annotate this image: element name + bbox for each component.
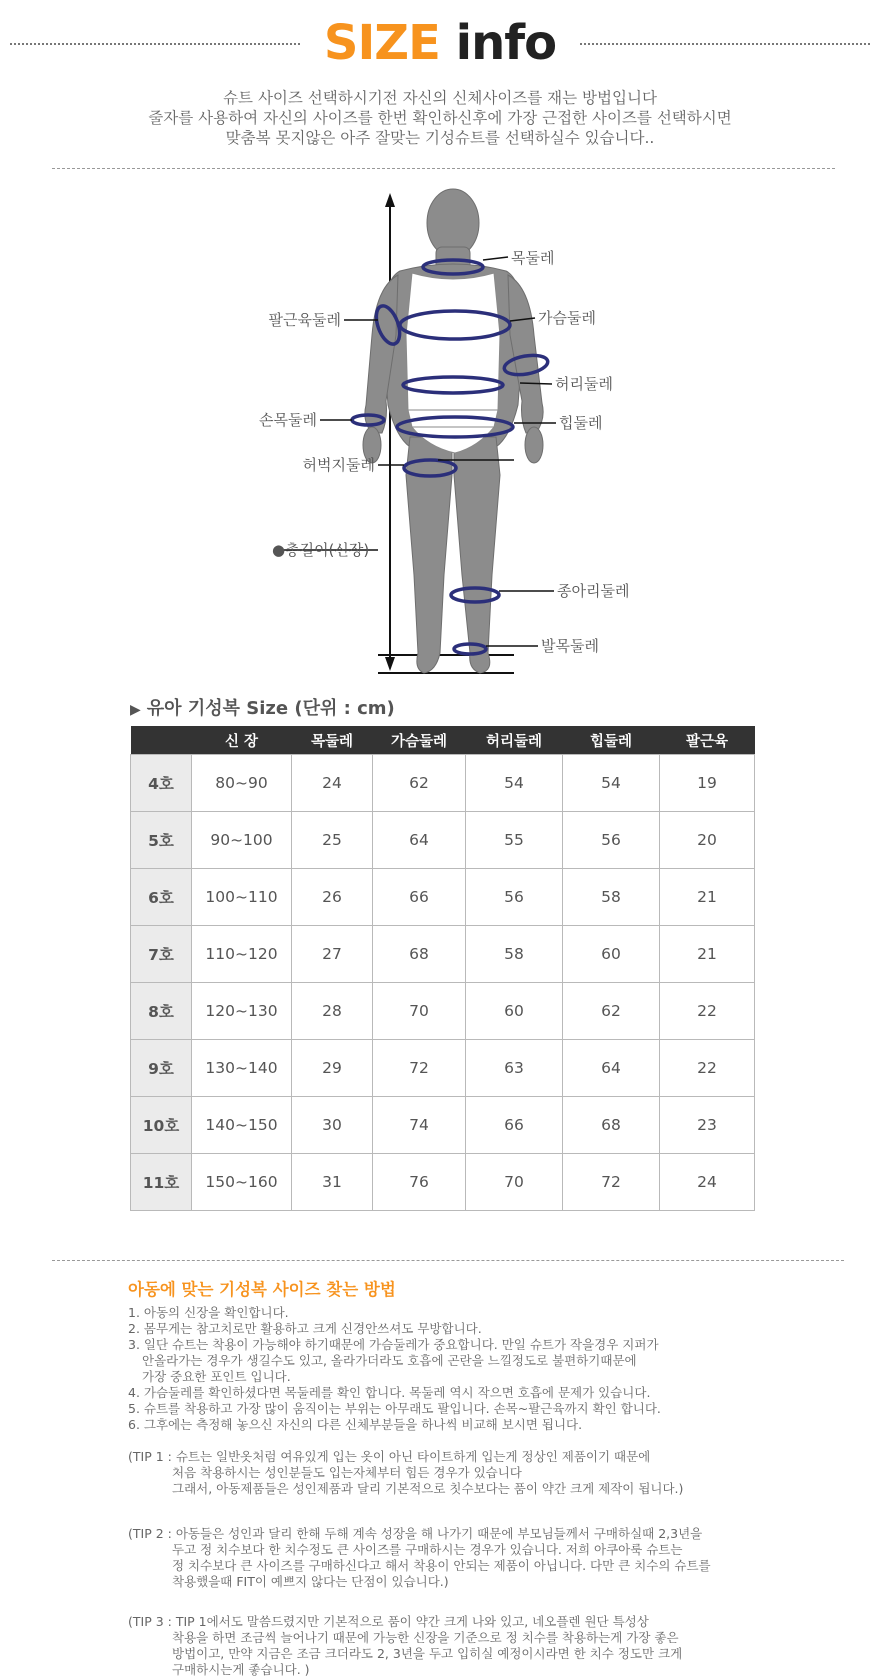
table-row [131, 983, 755, 1040]
guide-item-cont: 가장 중요한 포인트 입니다. [142, 1369, 291, 1384]
header-cell: 팔근육 [660, 726, 755, 755]
table-row [131, 812, 755, 869]
label-neck: 목둘레 [511, 249, 555, 267]
title-info: info [455, 15, 557, 71]
table-caption-text: 유아 기성복 Size (단위 : cm) [146, 698, 395, 719]
table-row [131, 869, 755, 926]
tip-line: (TIP 3 : TIP 1에서도 말씀드렸지만 기본적으로 품이 약간 크게 나와 있고, 네오플렌 원단 특성상 [128, 1614, 649, 1629]
guide-item-cont: 안올라가는 경우가 생길수도 있고, 올라가더라도 호흡에 곤란을 느낄정도로 불편하기때문에 [142, 1353, 637, 1368]
size-label: 4호 [131, 755, 192, 812]
intro-line: 맞춤복 못지않은 아주 잘맞는 기성슈트를 선택하실수 있습니다.. [225, 129, 655, 147]
tip-line: 정 치수보다 큰 사이즈를 구매하신다고 해서 착용이 안되는 제품이 아닙니다. 다만 큰 치수의 슈트를 [172, 1558, 711, 1573]
tip-line: (TIP 1 : 슈트는 일반옷처럼 여유있게 입는 옷이 아닌 타이트하게 입는게 정상인 제품이기 때문에 [128, 1449, 651, 1464]
cell-hip: 72 [563, 1154, 660, 1211]
label-chest: 가슴둘레 [538, 309, 596, 327]
header-cell: 신 장 [192, 726, 292, 755]
divider-top [52, 168, 835, 169]
cell-chest: 74 [373, 1097, 466, 1154]
cell-waist: 70 [466, 1154, 563, 1211]
guide-item: 4. 가슴둘레를 확인하셨다면 목둘레를 확인 합니다. 목둘레 역시 작으면 호흡에 문제가 있습니다. [128, 1385, 651, 1400]
cell-neck: 28 [292, 983, 373, 1040]
table-caption [130, 694, 395, 720]
table-row [131, 1040, 755, 1097]
label-thigh: 허벅지둘레 [302, 456, 375, 474]
size-label: 10호 [131, 1097, 192, 1154]
intro-line: 줄자를 사용하여 자신의 사이즈를 한번 확인하신후에 가장 근접한 사이즈를 선택하시면 [148, 109, 732, 127]
cell-chest: 62 [373, 755, 466, 812]
garment [406, 273, 500, 453]
triangle-right-icon: ▶ [130, 702, 141, 718]
intro-line: 슈트 사이즈 선택하시기전 자신의 신체사이즈를 재는 방법입니다 [223, 89, 657, 107]
table-row [131, 755, 755, 812]
cell-waist: 58 [466, 926, 563, 983]
cell-height: 100~110 [192, 869, 292, 926]
tip-line: 그래서, 아동제품들은 성인제품과 달리 기본적으로 칫수보다는 품이 약간 크게 제작이 됩니다.) [172, 1481, 684, 1496]
cell-waist: 63 [466, 1040, 563, 1097]
cell-height: 150~160 [192, 1154, 292, 1211]
cell-height: 90~100 [192, 812, 292, 869]
cell-chest: 64 [373, 812, 466, 869]
cell-hip: 54 [563, 755, 660, 812]
size-label: 11호 [131, 1154, 192, 1211]
cell-hip: 58 [563, 869, 660, 926]
cell-arm: 22 [660, 983, 755, 1040]
tip-3 [128, 1614, 868, 1678]
cell-chest: 70 [373, 983, 466, 1040]
table-header-row [131, 726, 755, 755]
cell-chest: 72 [373, 1040, 466, 1097]
cell-waist: 54 [466, 755, 563, 812]
cell-arm: 20 [660, 812, 755, 869]
cell-arm: 23 [660, 1097, 755, 1154]
cell-hip: 60 [563, 926, 660, 983]
tip-line: 착용했을때 FIT이 예쁘지 않다는 단점이 있습니다.) [172, 1574, 449, 1589]
cell-hip: 62 [563, 983, 660, 1040]
tip-2 [128, 1526, 868, 1590]
cell-arm: 19 [660, 755, 755, 812]
title-size: SIZE [323, 15, 440, 71]
size-label: 9호 [131, 1040, 192, 1097]
label-hip: 힙둘레 [559, 414, 603, 432]
tip-line: 구매하시는게 좋습니다. ) [172, 1662, 310, 1677]
cell-neck: 29 [292, 1040, 373, 1097]
cell-neck: 26 [292, 869, 373, 926]
header-cell: 힙둘레 [563, 726, 660, 755]
tip-line: (TIP 2 : 아동들은 성인과 달리 한해 두해 계속 성장을 해 나가기 때문에 부모님들께서 구매하실때 2,3년을 [128, 1526, 703, 1541]
cell-arm: 22 [660, 1040, 755, 1097]
size-table [130, 726, 755, 1211]
tip-line: 두고 정 치수보다 한 치수정도 큰 사이즈를 구매하시는 경우가 있습니다. 저희 아쿠아룩 슈트는 [172, 1542, 683, 1557]
cell-waist: 56 [466, 869, 563, 926]
label-ankle: 발목둘레 [541, 637, 599, 655]
intro-text [0, 88, 880, 148]
tip-1 [128, 1449, 868, 1497]
cell-neck: 30 [292, 1097, 373, 1154]
guide-item: 1. 아동의 신장을 확인합니다. [128, 1305, 289, 1320]
size-label: 7호 [131, 926, 192, 983]
header-cell: 가슴둘레 [373, 726, 466, 755]
label-bicep: 팔근육둘레 [268, 311, 341, 329]
cell-arm: 21 [660, 869, 755, 926]
body-measurement-figure [0, 175, 880, 695]
tip-line: 처음 착용하시는 성인분들도 입는자체부터 힘든 경우가 있습니다 [172, 1465, 522, 1480]
cell-height: 140~150 [192, 1097, 292, 1154]
size-label: 8호 [131, 983, 192, 1040]
cell-hip: 56 [563, 812, 660, 869]
header-cell [131, 726, 192, 755]
cell-height: 110~120 [192, 926, 292, 983]
cell-neck: 27 [292, 926, 373, 983]
cell-height: 80~90 [192, 755, 292, 812]
cell-neck: 25 [292, 812, 373, 869]
guide-item: 6. 그후에는 측정해 놓으신 자신의 다른 신체부분들을 하나씩 비교해 보시면 됩니다. [128, 1417, 583, 1432]
table-row [131, 1097, 755, 1154]
cell-height: 130~140 [192, 1040, 292, 1097]
cell-waist: 66 [466, 1097, 563, 1154]
guide-item: 5. 슈트를 착용하고 가장 많이 움직이는 부위는 아무래도 팔입니다. 손목~팔근육까지 확인 합니다. [128, 1401, 661, 1416]
label-waist: 허리둘레 [555, 375, 613, 393]
cell-hip: 64 [563, 1040, 660, 1097]
cell-arm: 24 [660, 1154, 755, 1211]
cell-chest: 68 [373, 926, 466, 983]
label-height: ●총길이(신장) [272, 541, 370, 559]
divider-bottom [52, 1260, 844, 1261]
size-label: 5호 [131, 812, 192, 869]
cell-neck: 31 [292, 1154, 373, 1211]
tip-line: 착용을 하면 조금씩 늘어나기 때문에 가능한 신장을 기준으로 정 치수를 착용하는게 가장 좋은 [172, 1630, 679, 1645]
label-wrist: 손목둘레 [259, 411, 317, 429]
guide-title: 아동에 맞는 기성복 사이즈 찾는 방법 [128, 1280, 396, 1299]
header-cell: 목둘레 [292, 726, 373, 755]
guide-list [128, 1305, 848, 1433]
table-row [131, 926, 755, 983]
page-title [0, 10, 880, 76]
cell-hip: 68 [563, 1097, 660, 1154]
size-label: 6호 [131, 869, 192, 926]
cell-chest: 76 [373, 1154, 466, 1211]
tip-line: 방법이고, 만약 지금은 조금 크더라도 2, 3년을 두고 입히실 예정이시라면 한 치수 정도만 크게 [172, 1646, 683, 1661]
cell-height: 120~130 [192, 983, 292, 1040]
cell-waist: 60 [466, 983, 563, 1040]
guide-item: 3. 일단 슈트는 착용이 가능해야 하기때문에 가슴둘레가 중요합니다. 만일 슈트가 작을경우 지퍼가 [128, 1337, 659, 1352]
cell-arm: 21 [660, 926, 755, 983]
guide-item: 2. 몸무게는 참고치로만 활용하고 크게 신경안쓰셔도 무방합니다. [128, 1321, 482, 1336]
table-row [131, 1154, 755, 1211]
header-cell: 허리둘레 [466, 726, 563, 755]
cell-waist: 55 [466, 812, 563, 869]
label-calf: 종아리둘레 [557, 582, 630, 600]
cell-neck: 24 [292, 755, 373, 812]
cell-chest: 66 [373, 869, 466, 926]
